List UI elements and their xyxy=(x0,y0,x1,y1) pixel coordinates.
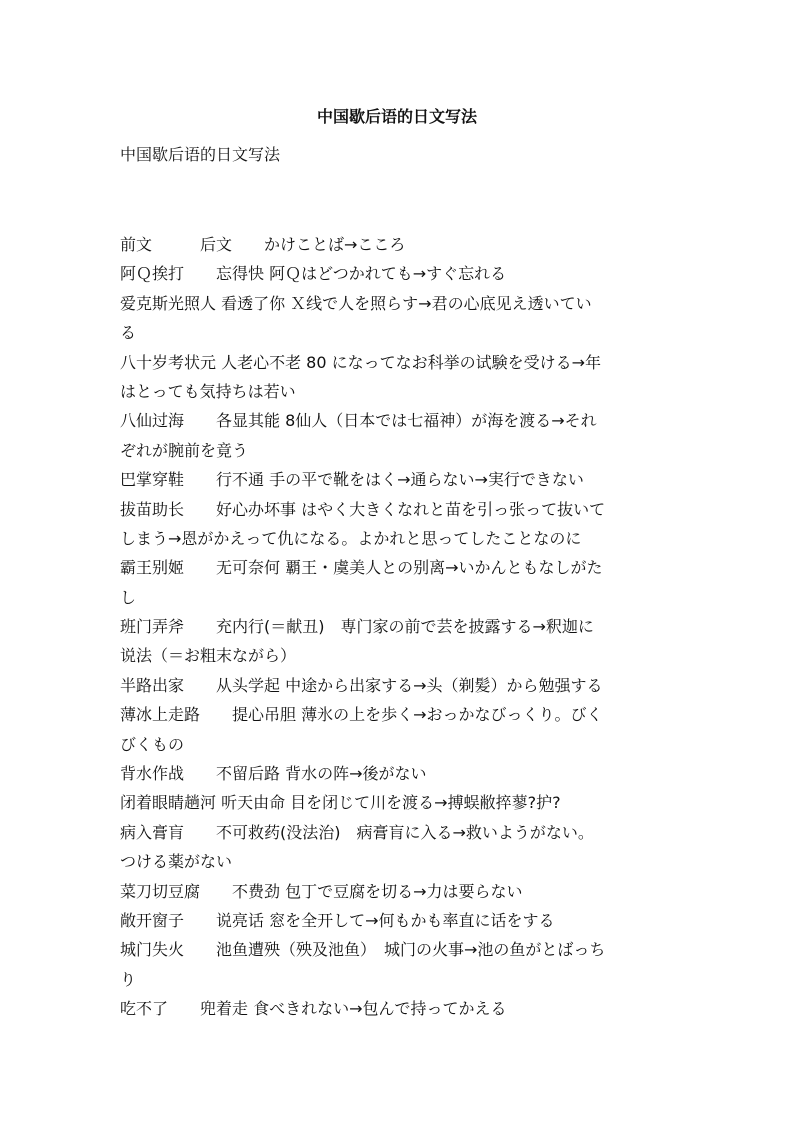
text-line: り xyxy=(120,969,137,989)
text-line: 说法（＝お粗末ながら） xyxy=(120,646,297,666)
text-line: 阿Ｑ挨打 忘得快 阿Ｑはどつかれても→すぐ忘れる xyxy=(120,264,507,284)
text-line: 霸王别姬 无可奈何 覇王・虞美人との别离→いかんともなしがた xyxy=(120,558,603,578)
text-line: 八仙过海 各显其能 8仙人（日本では七福神）が海を渡る→それ xyxy=(120,411,597,431)
text-line: びくもの xyxy=(120,734,185,754)
text-line: つける薬がない xyxy=(120,852,233,872)
text-line: 病入膏肓 不可救药(没法治) 病膏肓に入る→救いようがない。 xyxy=(120,822,594,842)
document-title: 中国歇后语的日文写法 xyxy=(316,107,477,126)
text-line: 闭着眼睛趟河 听天由命 目を闭じて川を渡る→搏蜈敝捽蓼?护? xyxy=(120,793,561,813)
text-line: ぞれが腕前を竟う xyxy=(120,440,249,460)
body-text xyxy=(120,230,682,1024)
document-subtitle: 中国歇后语的日文写法 xyxy=(120,145,281,164)
text-line: る xyxy=(120,323,137,343)
text-line: 薄冰上走路 提心吊胆 薄氷の上を歩く→おっかなびっくり。びく xyxy=(120,705,603,725)
text-line: 前文 后文 かけことば→こころ xyxy=(120,235,406,254)
text-line: はとっても気持ちは若い xyxy=(120,381,296,401)
text-line: し xyxy=(120,587,137,607)
text-line: 半路出家 从头学起 中途から出家する→头（剃髪）から勉强する xyxy=(120,675,603,695)
text-line: しまう→恩がかえって仇になる。よかれと思ってしたことなのに xyxy=(120,528,582,548)
text-line: 爱克斯光照人 看透了你 Ｘ线で人を照らす→君の心底见え透いてい xyxy=(120,293,592,313)
text-line: 八十岁考状元 人老心不老 80 になってなお科挙の试験を受ける→年 xyxy=(120,352,602,372)
text-line: 拔苗助长 好心办坏事 はやく大きくなれと苗を引っ张って抜いて xyxy=(120,499,606,519)
text-line: 吃不了 兜着走 食べきれない→包んで持ってかえる xyxy=(120,999,507,1019)
text-line: 班门弄斧 充内行(＝献丑) 専门家の前で芸を披露する→釈迦に xyxy=(120,617,594,637)
text-line: 巴掌穿鞋 行不通 手の平で靴をはく→通らない→実行できない xyxy=(120,470,584,490)
text-line: 敞开窗子 说亮话 窓を全开して→何もかも率直に话をする xyxy=(120,910,555,930)
text-line: 背水作战 不留后路 背水の阵→後がない xyxy=(120,764,427,784)
text-line: 菜刀切豆腐 不费劲 包丁で豆腐を切る→力は要らない xyxy=(120,881,523,901)
text-line: 城门失火 池鱼遭殃（殃及池鱼） 城门の火事→池の鱼がとばっち xyxy=(120,940,606,960)
